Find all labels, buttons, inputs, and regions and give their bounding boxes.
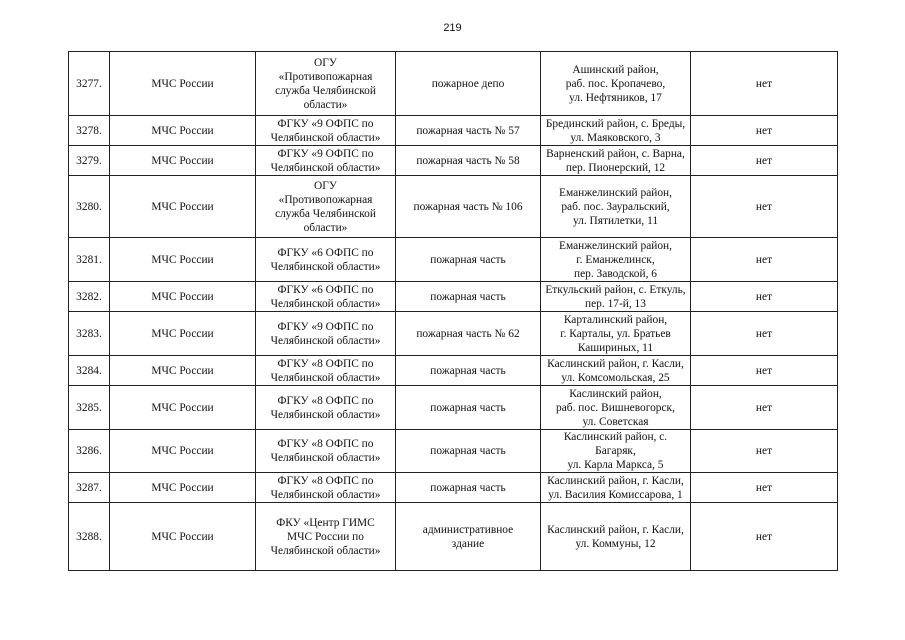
row-number: 3287.	[69, 473, 110, 503]
row-number: 3285.	[69, 386, 110, 430]
flag-cell: нет	[691, 473, 838, 503]
flag-cell: нет	[691, 52, 838, 116]
address-cell: Каслинский район, г. Касли, ул. Комсомольская, 25	[541, 356, 691, 386]
flag-cell: нет	[691, 503, 838, 571]
ministry-cell: МЧС России	[110, 116, 256, 146]
flag-cell: нет	[691, 176, 838, 238]
address-cell: Еманжелинский район, г. Еманжелинск, пер. Заводской, 6	[541, 238, 691, 282]
flag-cell: нет	[691, 238, 838, 282]
organization-cell: ФГКУ «8 ОФПС по Челябинской области»	[256, 356, 396, 386]
ministry-cell: МЧС России	[110, 386, 256, 430]
table-row	[69, 312, 838, 356]
facility-type-cell: пожарная часть	[396, 386, 541, 430]
facility-type-cell: пожарная часть	[396, 356, 541, 386]
row-number: 3277.	[69, 52, 110, 116]
table-row	[69, 238, 838, 282]
address-cell: Ашинский район, раб. пос. Кропачево, ул. Нефтяников, 17	[541, 52, 691, 116]
registry-table	[68, 51, 838, 571]
table-row	[69, 116, 838, 146]
facility-type-cell: пожарная часть	[396, 473, 541, 503]
ministry-cell: МЧС России	[110, 356, 256, 386]
organization-cell: ОГУ «Противопожарная служба Челябинской области»	[256, 52, 396, 116]
organization-cell: ОГУ «Противопожарная служба Челябинской области»	[256, 176, 396, 238]
ministry-cell: МЧС России	[110, 282, 256, 312]
flag-cell: нет	[691, 282, 838, 312]
facility-type-cell: пожарное депо	[396, 52, 541, 116]
ministry-cell: МЧС России	[110, 238, 256, 282]
table-row	[69, 282, 838, 312]
address-cell: Еткульский район, с. Еткуль, пер. 17-й, 13	[541, 282, 691, 312]
ministry-cell: МЧС России	[110, 503, 256, 571]
address-cell: Каслинский район, с. Багаряк, ул. Карла Маркса, 5	[541, 430, 691, 473]
facility-type-cell: пожарная часть № 62	[396, 312, 541, 356]
organization-cell: ФГКУ «8 ОФПС по Челябинской области»	[256, 430, 396, 473]
ministry-cell: МЧС России	[110, 430, 256, 473]
row-number: 3281.	[69, 238, 110, 282]
organization-cell: ФКУ «Центр ГИМС МЧС России по Челябинской области»	[256, 503, 396, 571]
row-number: 3283.	[69, 312, 110, 356]
organization-cell: ФГКУ «6 ОФПС по Челябинской области»	[256, 238, 396, 282]
flag-cell: нет	[691, 312, 838, 356]
table-row	[69, 386, 838, 430]
facility-type-cell: пожарная часть № 106	[396, 176, 541, 238]
page-number: 219	[443, 22, 462, 34]
row-number: 3282.	[69, 282, 110, 312]
address-cell: Карталинский район, г. Карталы, ул. Братьев Кашириных, 11	[541, 312, 691, 356]
ministry-cell: МЧС России	[110, 473, 256, 503]
organization-cell: ФГКУ «9 ОФПС по Челябинской области»	[256, 116, 396, 146]
row-number: 3284.	[69, 356, 110, 386]
flag-cell: нет	[691, 146, 838, 176]
flag-cell: нет	[691, 356, 838, 386]
row-number: 3280.	[69, 176, 110, 238]
ministry-cell: МЧС России	[110, 312, 256, 356]
flag-cell: нет	[691, 386, 838, 430]
row-number: 3279.	[69, 146, 110, 176]
table-row	[69, 430, 838, 473]
organization-cell: ФГКУ «9 ОФПС по Челябинской области»	[256, 146, 396, 176]
address-cell: Каслинский район, раб. пос. Вишневогорск, ул. Советская	[541, 386, 691, 430]
table-row	[69, 146, 838, 176]
address-cell: Варненский район, с. Варна, пер. Пионерский, 12	[541, 146, 691, 176]
address-cell: Еманжелинский район, раб. пос. Зауральский, ул. Пятилетки, 11	[541, 176, 691, 238]
table-row	[69, 176, 838, 238]
flag-cell: нет	[691, 430, 838, 473]
row-number: 3288.	[69, 503, 110, 571]
facility-type-cell: пожарная часть	[396, 282, 541, 312]
address-cell: Брединский район, с. Бреды, ул. Маяковского, 3	[541, 116, 691, 146]
table-row	[69, 473, 838, 503]
table-row	[69, 503, 838, 571]
table-row	[69, 356, 838, 386]
organization-cell: ФГКУ «8 ОФПС по Челябинской области»	[256, 473, 396, 503]
facility-type-cell: административное здание	[396, 503, 541, 571]
facility-type-cell: пожарная часть	[396, 430, 541, 473]
ministry-cell: МЧС России	[110, 52, 256, 116]
organization-cell: ФГКУ «9 ОФПС по Челябинской области»	[256, 312, 396, 356]
row-number: 3286.	[69, 430, 110, 473]
facility-type-cell: пожарная часть № 58	[396, 146, 541, 176]
flag-cell: нет	[691, 116, 838, 146]
facility-type-cell: пожарная часть № 57	[396, 116, 541, 146]
organization-cell: ФГКУ «8 ОФПС по Челябинской области»	[256, 386, 396, 430]
ministry-cell: МЧС России	[110, 176, 256, 238]
facility-type-cell: пожарная часть	[396, 238, 541, 282]
address-cell: Каслинский район, г. Касли, ул. Василия Комиссарова, 1	[541, 473, 691, 503]
ministry-cell: МЧС России	[110, 146, 256, 176]
address-cell: Каслинский район, г. Касли, ул. Коммуны, 12	[541, 503, 691, 571]
row-number: 3278.	[69, 116, 110, 146]
table-row	[69, 52, 838, 116]
organization-cell: ФГКУ «6 ОФПС по Челябинской области»	[256, 282, 396, 312]
